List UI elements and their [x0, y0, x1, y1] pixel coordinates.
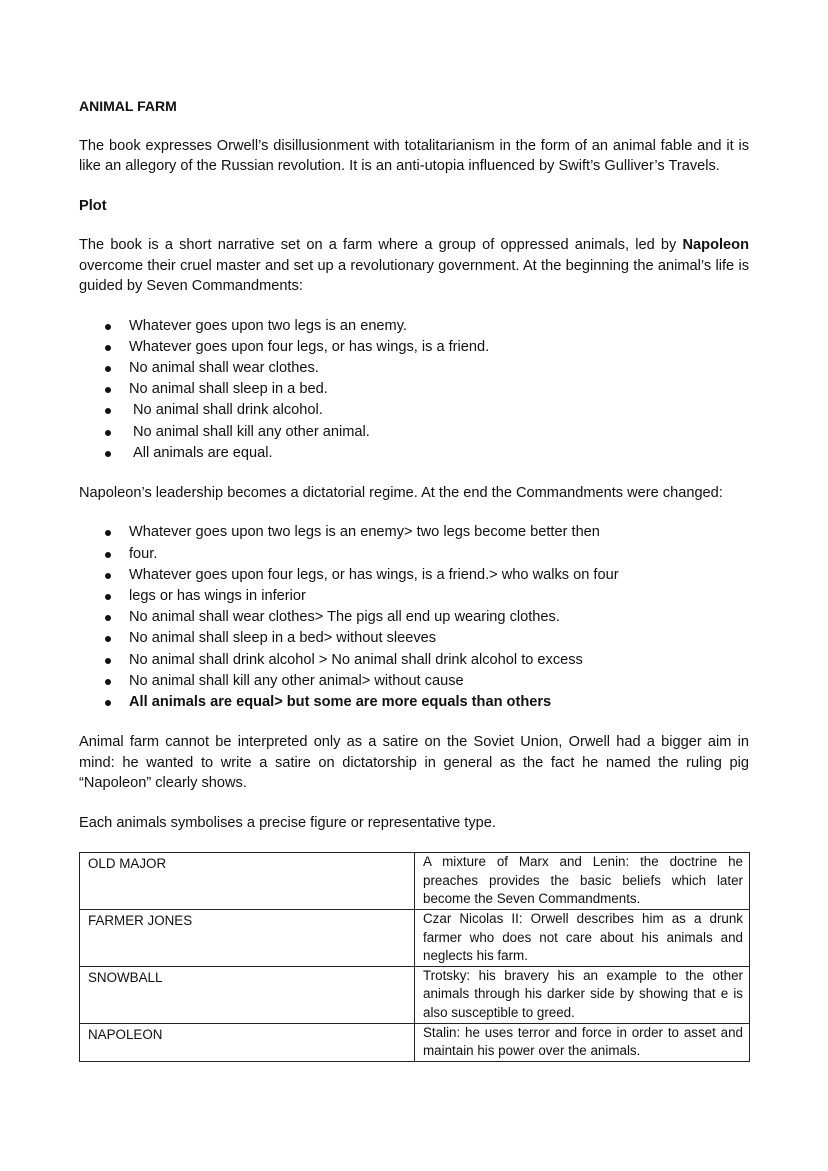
changed-commandment-item [79, 565, 749, 586]
symbol-meaning-cell: Czar Nicolas II: Orwell describes him as a drunk farmer who does not care about his animals and neglects his farm. [415, 910, 750, 967]
bullet-icon [105, 408, 111, 414]
commandment-text: No animal shall kill any other animal. [133, 423, 370, 440]
symbol-name-cell: NAPOLEON [80, 1023, 415, 1061]
table-row [80, 910, 750, 967]
commandment-item [79, 358, 749, 379]
changed-commandment-text: No animal shall drink alcohol > No animal shall drink alcohol to excess [129, 651, 583, 668]
changed-commandment-item [79, 544, 749, 565]
symbol-name-cell: OLD MAJOR [80, 853, 415, 910]
bullet-icon [105, 573, 111, 579]
plot-paragraph [79, 235, 749, 297]
changed-commandment-item [79, 586, 749, 607]
changed-commandment-text: four. [129, 545, 158, 562]
bullet-icon [105, 700, 111, 706]
symbol-meaning-cell: A mixture of Marx and Lenin: the doctrine he preaches provides the basic beliefs which later become the Seven Commandments. [415, 853, 750, 910]
plot-text-before: The book is a short narrative set on a farm where a group of oppressed animals, led by [79, 237, 683, 253]
bullet-icon [105, 366, 111, 372]
changed-commandment-text: legs or has wings in inferior [129, 588, 306, 605]
document-page [79, 96, 749, 1062]
bullet-icon [105, 636, 111, 642]
commandment-item [79, 316, 749, 337]
bullet-icon [105, 594, 111, 600]
commandment-item [79, 443, 749, 464]
changed-commandment-text: All animals are equal> but some are more equals than others [129, 694, 552, 711]
changed-commandment-text: No animal shall kill any other animal> without cause [129, 672, 464, 689]
changed-commandment-item [79, 671, 749, 692]
symbol-meaning-cell: Trotsky: his bravery his an example to the other animals through his darker side by showing that e is also susceptible to greed. [415, 966, 750, 1023]
symbol-meaning-cell: Stalin: he uses terror and force in order to asset and maintain his power over the animals. [415, 1023, 750, 1061]
document-title: ANIMAL FARM [79, 98, 177, 114]
commandment-text: No animal shall sleep in a bed. [129, 381, 328, 398]
intro-paragraph: The book expresses Orwell’s disillusionment with totalitarianism in the form of an animal fable and it is like an allegory of the Russian revolution. It is an anti-utopia influenced by Swift’s Gulliver’s Travels. [79, 137, 749, 174]
symbol-name-cell: SNOWBALL [80, 966, 415, 1023]
plot-heading: Plot [79, 197, 107, 214]
changed-commandment-text: No animal shall wear clothes> The pigs all end up wearing clothes. [129, 609, 560, 626]
changed-commandment-item [79, 607, 749, 628]
bullet-icon [105, 530, 111, 536]
changed-commandment-text: Whatever goes upon four legs, or has wings, is a friend.> who walks on four [129, 566, 619, 583]
bullet-icon [105, 387, 111, 393]
bullet-icon [105, 451, 111, 457]
satire-paragraph: Animal farm cannot be interpreted only as a satire on the Soviet Union, Orwell had a bigger aim in mind: he wanted to write a satire on dictatorship in general as the fact he named the ruling pig “Napoleon” clearly shows. [79, 734, 749, 792]
bullet-icon [105, 679, 111, 685]
bullet-icon [105, 324, 111, 330]
commandments-list [79, 316, 749, 464]
changed-commandments-list [79, 522, 749, 713]
commandment-text: No animal shall drink alcohol. [133, 402, 323, 419]
bullet-icon [105, 430, 111, 436]
changed-commandment-item [79, 628, 749, 649]
bullet-icon [105, 615, 111, 621]
changed-commandment-item [79, 522, 749, 543]
changed-commandment-text: Whatever goes upon two legs is an enemy> two legs become better then [129, 524, 600, 541]
commandment-item [79, 400, 749, 421]
symbols-table [79, 852, 750, 1062]
plot-text-after: overcome their cruel master and set up a revolutionary government. At the beginning the animal’s life is guided by Seven Commandments: [79, 257, 749, 294]
table-row [80, 853, 750, 910]
bullet-icon [105, 658, 111, 664]
commandment-item [79, 379, 749, 400]
plot-text-napoleon: Napoleon [682, 237, 749, 253]
leadership-paragraph: Napoleon’s leadership becomes a dictatorial regime. At the end the Commandments were changed: [79, 484, 723, 501]
commandment-text: Whatever goes upon four legs, or has wings, is a friend. [129, 338, 490, 355]
bullet-icon [105, 345, 111, 351]
commandment-item [79, 337, 749, 358]
commandment-item [79, 422, 749, 443]
symbol-name-cell: FARMER JONES [80, 910, 415, 967]
changed-commandment-item [79, 650, 749, 671]
bullet-icon [105, 552, 111, 558]
changed-commandment-text: No animal shall sleep in a bed> without sleeves [129, 630, 437, 647]
commandment-text: No animal shall wear clothes. [129, 359, 319, 376]
table-row [80, 1023, 750, 1061]
table-row [80, 966, 750, 1023]
commandment-text: All animals are equal. [133, 444, 273, 461]
commandment-text: Whatever goes upon two legs is an enemy. [129, 317, 407, 334]
symbols-intro: Each animals symbolises a precise figure or representative type. [79, 814, 496, 831]
changed-commandment-item [79, 692, 749, 713]
